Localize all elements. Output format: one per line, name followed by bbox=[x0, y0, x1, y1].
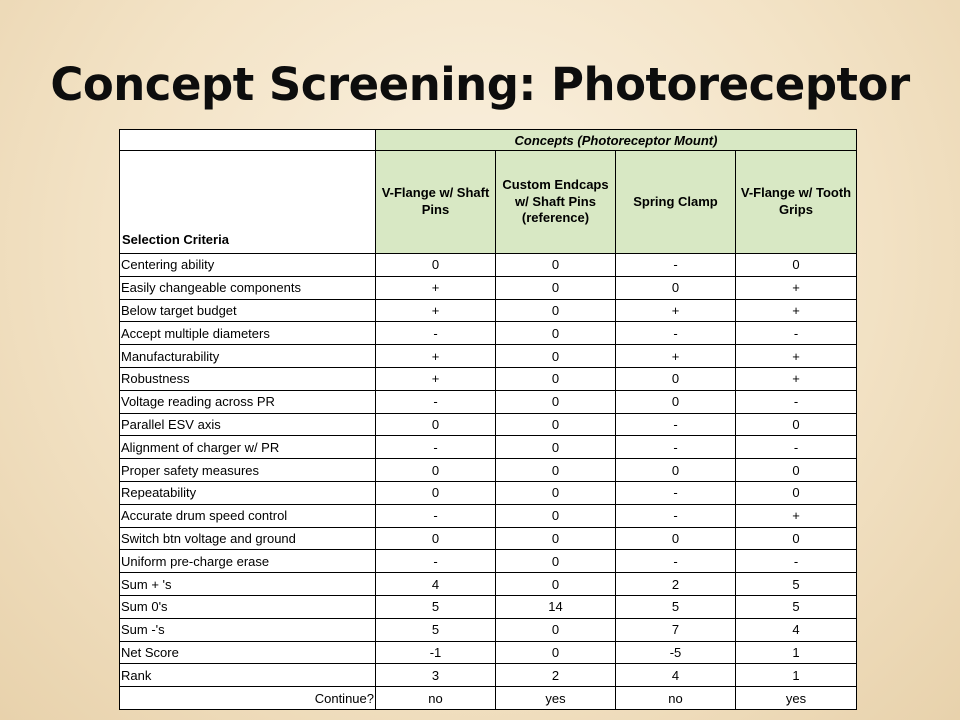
score-cell: -1 bbox=[376, 641, 496, 664]
score-cell: 0 bbox=[496, 390, 616, 413]
score-cell: + bbox=[736, 367, 857, 390]
criterion-label: Rank bbox=[120, 664, 376, 687]
criteria-row bbox=[120, 276, 857, 299]
score-cell: + bbox=[616, 345, 736, 368]
continue-cell: no bbox=[376, 687, 496, 710]
criteria-row bbox=[120, 481, 857, 504]
criterion-label: Proper safety measures bbox=[120, 459, 376, 482]
score-cell: 4 bbox=[736, 618, 857, 641]
score-cell: 1 bbox=[736, 641, 857, 664]
criterion-label: Accurate drum speed control bbox=[120, 504, 376, 527]
score-cell: - bbox=[616, 254, 736, 277]
score-cell: + bbox=[736, 276, 857, 299]
criterion-label: Below target budget bbox=[120, 299, 376, 322]
score-cell: 0 bbox=[616, 527, 736, 550]
score-cell: + bbox=[376, 345, 496, 368]
score-cell: 5 bbox=[616, 595, 736, 618]
continue-label: Continue? bbox=[120, 687, 376, 710]
score-cell: -5 bbox=[616, 641, 736, 664]
corner-cell bbox=[120, 130, 376, 151]
criterion-label: Uniform pre-charge erase bbox=[120, 550, 376, 573]
score-cell: + bbox=[616, 299, 736, 322]
criterion-label: Parallel ESV axis bbox=[120, 413, 376, 436]
summary-row bbox=[120, 618, 857, 641]
score-cell: 0 bbox=[496, 504, 616, 527]
score-cell: 0 bbox=[736, 254, 857, 277]
score-cell: - bbox=[376, 504, 496, 527]
criteria-row bbox=[120, 436, 857, 459]
score-cell: + bbox=[736, 345, 857, 368]
concept-screening-table bbox=[119, 129, 857, 710]
score-cell: 0 bbox=[496, 618, 616, 641]
concept-header-1: V-Flange w/ Shaft Pins bbox=[376, 151, 496, 254]
score-cell: 2 bbox=[496, 664, 616, 687]
score-cell: 7 bbox=[616, 618, 736, 641]
score-cell: 0 bbox=[496, 413, 616, 436]
criteria-row bbox=[120, 367, 857, 390]
score-cell: 0 bbox=[496, 459, 616, 482]
score-cell: 2 bbox=[616, 573, 736, 596]
continue-cell: yes bbox=[736, 687, 857, 710]
concept-header-2: Custom Endcaps w/ Shaft Pins (reference) bbox=[496, 151, 616, 254]
concepts-group-header: Concepts (Photoreceptor Mount) bbox=[376, 130, 857, 151]
score-cell: 0 bbox=[616, 367, 736, 390]
criterion-label: Accept multiple diameters bbox=[120, 322, 376, 345]
score-cell: 5 bbox=[376, 618, 496, 641]
score-cell: + bbox=[736, 504, 857, 527]
score-cell: - bbox=[736, 390, 857, 413]
criterion-label: Easily changeable components bbox=[120, 276, 376, 299]
score-cell: 0 bbox=[376, 459, 496, 482]
score-cell: 0 bbox=[736, 413, 857, 436]
criterion-label: Switch btn voltage and ground bbox=[120, 527, 376, 550]
score-cell: + bbox=[376, 276, 496, 299]
score-cell: 0 bbox=[616, 390, 736, 413]
score-cell: 0 bbox=[616, 459, 736, 482]
continue-row bbox=[120, 687, 857, 710]
score-cell: + bbox=[376, 299, 496, 322]
score-cell: 0 bbox=[736, 527, 857, 550]
score-cell: 0 bbox=[496, 367, 616, 390]
score-cell: 0 bbox=[496, 276, 616, 299]
score-cell: 0 bbox=[496, 527, 616, 550]
score-cell: 4 bbox=[616, 664, 736, 687]
score-cell: 0 bbox=[496, 299, 616, 322]
concept-header-row bbox=[120, 151, 857, 254]
concepts-group-row bbox=[120, 130, 857, 151]
score-cell: 5 bbox=[376, 595, 496, 618]
criteria-row bbox=[120, 527, 857, 550]
score-cell: 0 bbox=[376, 254, 496, 277]
continue-cell: no bbox=[616, 687, 736, 710]
score-cell: 4 bbox=[376, 573, 496, 596]
criterion-label: Sum 0's bbox=[120, 595, 376, 618]
criteria-row bbox=[120, 550, 857, 573]
criteria-row bbox=[120, 254, 857, 277]
criterion-label: Alignment of charger w/ PR bbox=[120, 436, 376, 459]
criteria-row bbox=[120, 504, 857, 527]
criterion-label: Repeatability bbox=[120, 481, 376, 504]
score-cell: 0 bbox=[496, 573, 616, 596]
score-cell: - bbox=[616, 550, 736, 573]
score-cell: 0 bbox=[376, 481, 496, 504]
score-cell: - bbox=[376, 550, 496, 573]
score-cell: - bbox=[736, 436, 857, 459]
summary-row bbox=[120, 595, 857, 618]
score-cell: + bbox=[376, 367, 496, 390]
score-cell: 0 bbox=[736, 481, 857, 504]
score-cell: 5 bbox=[736, 595, 857, 618]
summary-row bbox=[120, 573, 857, 596]
score-cell: - bbox=[616, 504, 736, 527]
score-cell: 0 bbox=[376, 527, 496, 550]
score-cell: 0 bbox=[496, 641, 616, 664]
criteria-row bbox=[120, 459, 857, 482]
score-cell: 0 bbox=[496, 436, 616, 459]
selection-criteria-header: Selection Criteria bbox=[120, 151, 376, 254]
score-cell: 5 bbox=[736, 573, 857, 596]
criteria-row bbox=[120, 390, 857, 413]
score-cell: - bbox=[376, 390, 496, 413]
score-cell: + bbox=[736, 299, 857, 322]
score-cell: 3 bbox=[376, 664, 496, 687]
criteria-row bbox=[120, 413, 857, 436]
concept-header-4: V-Flange w/ Tooth Grips bbox=[736, 151, 857, 254]
score-cell: - bbox=[616, 322, 736, 345]
score-cell: - bbox=[736, 550, 857, 573]
criterion-label: Sum -'s bbox=[120, 618, 376, 641]
criterion-label: Centering ability bbox=[120, 254, 376, 277]
concept-header-3: Spring Clamp bbox=[616, 151, 736, 254]
score-cell: 0 bbox=[616, 276, 736, 299]
score-cell: 0 bbox=[496, 254, 616, 277]
slide-title: Concept Screening: Photoreceptor bbox=[50, 58, 910, 111]
score-cell: - bbox=[376, 322, 496, 345]
score-cell: - bbox=[616, 481, 736, 504]
score-cell: 0 bbox=[496, 550, 616, 573]
continue-cell: yes bbox=[496, 687, 616, 710]
score-cell: 0 bbox=[496, 481, 616, 504]
criteria-row bbox=[120, 345, 857, 368]
criterion-label: Net Score bbox=[120, 641, 376, 664]
summary-row bbox=[120, 641, 857, 664]
score-cell: 0 bbox=[376, 413, 496, 436]
score-cell: - bbox=[616, 436, 736, 459]
score-cell: 1 bbox=[736, 664, 857, 687]
criterion-label: Manufacturability bbox=[120, 345, 376, 368]
criteria-row bbox=[120, 322, 857, 345]
score-cell: - bbox=[616, 413, 736, 436]
criterion-label: Sum + 's bbox=[120, 573, 376, 596]
score-cell: 0 bbox=[736, 459, 857, 482]
criterion-label: Voltage reading across PR bbox=[120, 390, 376, 413]
score-cell: - bbox=[736, 322, 857, 345]
criteria-row bbox=[120, 299, 857, 322]
score-cell: 0 bbox=[496, 345, 616, 368]
score-cell: - bbox=[376, 436, 496, 459]
criterion-label: Robustness bbox=[120, 367, 376, 390]
score-cell: 0 bbox=[496, 322, 616, 345]
score-cell: 14 bbox=[496, 595, 616, 618]
summary-row bbox=[120, 664, 857, 687]
